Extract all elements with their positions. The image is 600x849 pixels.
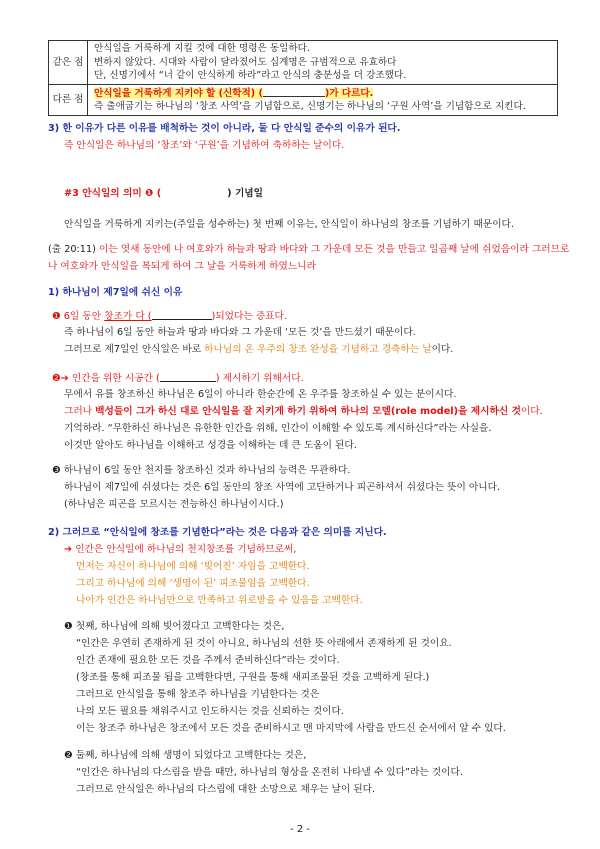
point-2-line-3c: 이다.: [520, 406, 543, 417]
point-2-line-3b: 백성들이 그가 하신 대로 안식일을 잘 지키게 하기 위하여 하나의 모델(role model)을 제시하신 것: [95, 406, 521, 417]
point-1-line-3b: 하나님의 온 우주의 창조 완성을 기념하고 경축하는 날: [204, 344, 432, 355]
diff-line-2: 즉 출애굽기는 하나님의 ‘창조 사역’을 기념함으로, 신명기는 하나님의 ‘구원 사역’을 기념함으로 지킨다.: [94, 101, 526, 113]
section-3-body: 즉 안식일은 하나님의 ‘창조’와 ‘구원’을 기념하여 축하하는 날이다.: [64, 140, 345, 151]
intro-text: 안식일을 거룩하게 지키는(주일을 성수하는) 첫 번째 이유는, 안식일이 하나님의 창조를 기념하기 때문이다.: [64, 219, 514, 230]
point-1-line-2: 즉 하나님이 6일 동안 하늘과 땅과 바다와 그 가운데 ‘모든 것’을 만드셨기 때문이다.: [64, 327, 416, 338]
s2-item: ➔ 인간은 안식일에 하나님의 천지창조를 기념하므로써,: [64, 544, 297, 555]
point-1-a: 6일 동안: [60, 311, 105, 322]
point-2-line-5: 이것만 알아도 하나님을 이해하고 성경을 이해하는 데 큰 도움이 된다.: [64, 440, 357, 451]
q1-line: ❶ 첫째, 하나님에 의해 빚어졌다고 고백한다는 것은,: [64, 621, 285, 632]
verse-line-2: 나 여호와가 안식일을 복되게 하여 그 날을 거룩하게 하였느니라: [48, 261, 316, 272]
diff-line-1-a: 안식일을 거룩하게 지키야 할 (신학적) (: [94, 87, 263, 99]
q2-line: “인간은 하나님의 다스림을 받을 때만, 하나님의 형상을 온전히 나타낼 수 있다”라는 것이다.: [76, 767, 463, 778]
point-1-line-3c: 이다.: [431, 344, 454, 355]
answer-blank: [152, 309, 212, 320]
point-2-line-4: 기억하라. “무한하신 하나님은 유한한 인간을 위해, 인간이 이해할 수 있도록 계시하신다”라는 사실을.: [64, 423, 492, 434]
q1-line: “인간은 우연히 존재하게 된 것이 아니요, 하나님의 선한 뜻 아래에서 존재하게 된 것이요.: [76, 638, 452, 649]
q1-line: 나의 모든 필요를 채워주시고 인도하시는 것을 신뢰하는 것이다.: [76, 706, 344, 717]
verse-line-1: [48, 243, 569, 256]
answer-blank: [160, 371, 216, 382]
point-1-line-3a: 그러므로 제7일인 안식일은 바로: [64, 344, 205, 355]
answer-blank: [263, 86, 325, 97]
point-2-line-1: [52, 371, 304, 385]
comparison-table: [48, 40, 558, 116]
point-2-b: ) 제시하기 위해서다.: [215, 373, 304, 384]
q1-line: 그러므로 안식일을 통해 창조주 하나님을 기념한다는 것은: [76, 689, 320, 700]
q1-line: 인간 존재에 필요한 모든 것을 주께서 준비하신다”라는 것이다.: [76, 655, 340, 666]
point-3-line-2: 하나님이 제7일에 쉬셨다는 것은 6일 동안의 창조 사역에 고단하거나 피곤하셔서 쉬셨다는 뜻이 아니다.: [64, 482, 501, 493]
heading-meaning: [64, 187, 263, 200]
point-1-b: 창조가 다 (: [104, 311, 152, 322]
page-number: - 2 -: [290, 824, 310, 835]
point-3-line-3: (하나님은 피곤을 모르시는 전능하신 하나님이시다.): [64, 499, 284, 510]
s2-item: 먼저는 자신이 하나님에 의해 ‘빚어진’ 자임을 고백한다.: [76, 561, 310, 572]
q1-line: (창조를 통해 피조물 됨을 고백한다면, 구원을 통해 새피조물된 것을 고백하게 된다.): [76, 672, 430, 683]
same-line: 안식일을 거룩하게 지킬 것에 대한 명령은 동일하다.: [94, 43, 310, 54]
point-2-marker: ❷➔: [52, 373, 69, 384]
s2-item: 나아가 인간은 하나님만으로 만족하고 위로받을 수 있음을 고백한다.: [76, 595, 363, 606]
subsection-2-title: 2) 그러므로 “안식일에 창조를 기념한다”라는 것은 다음과 같은 의미를 지닌다.: [48, 527, 387, 538]
point-2-line-3: [64, 405, 543, 418]
q2-line: ❷ 둘째, 하나님에 의해 생명이 되었다고 고백한다는 것은,: [64, 750, 307, 761]
heading-meaning-b: ) 기념일: [227, 188, 264, 199]
s2-item: 그리고 하나님에 의해 ‘생명이 된’ 피조물임을 고백한다.: [76, 578, 310, 589]
verse-text-1: 이는 엿새 동안에 나 여호와가 하늘과 땅과 바다와 그 가운데 모든 것을 만들고 일곱째 날에 쉬었음이라 그러므로: [95, 244, 570, 255]
point-2-a: 인간을 위한 시공간 (: [68, 373, 160, 384]
heading-meaning-a: #3 안식일의 의미 ❶ (: [64, 188, 162, 199]
same-label: 같은 점: [49, 41, 88, 85]
subsection-1-title: 1) 하나님이 제7일에 쉬신 이유: [48, 287, 183, 298]
diff-content: [88, 84, 558, 115]
point-1-line-3: [64, 343, 453, 356]
same-line: 변하지 않았다. 시대와 사람이 달라졌어도 십계명은 규범적으로 유효하다: [94, 56, 397, 68]
point-1-c: )되었다는 증표다.: [211, 311, 287, 322]
point-2-line-2: 무에서 유를 창조하신 하나님은 6일이 아니라 한순간에 온 우주를 창조하실 수 있는 분이시다.: [64, 389, 457, 400]
same-line: 단, 신명기에서 “너 같이 안식하게 하라”라고 안식의 충분성을 더 강조했다.: [94, 70, 407, 82]
point-2-line-3a: 그러나: [64, 406, 96, 417]
point-1-line-1: [52, 309, 287, 323]
point-3-line-1: ❸ 하나님이 6일 동안 천지를 창조하신 것과 하나님의 능력은 무관하다.: [52, 465, 351, 476]
diff-label: 다른 점: [49, 84, 88, 115]
q2-line: 그러므로 안식일은 하나님의 다스림에 대한 소망으로 채우는 날이 된다.: [76, 784, 376, 795]
verse-ref: (출 20:11): [48, 244, 96, 255]
same-content: [88, 41, 558, 85]
point-1-marker: ❶: [52, 311, 61, 322]
section-3-title: 3) 한 이유가 다른 이유를 배척하는 것이 아니라, 둘 다 안식일 준수의 이유가 된다.: [48, 123, 401, 134]
q1-line: 이는 창조주 하나님은 창조에서 모든 것을 준비하시고 맨 마지막에 사람을 만드신 순서에서 알 수 있다.: [76, 723, 506, 734]
diff-line-1: [94, 86, 551, 101]
diff-line-1-b: )가 다르다.: [324, 87, 374, 99]
